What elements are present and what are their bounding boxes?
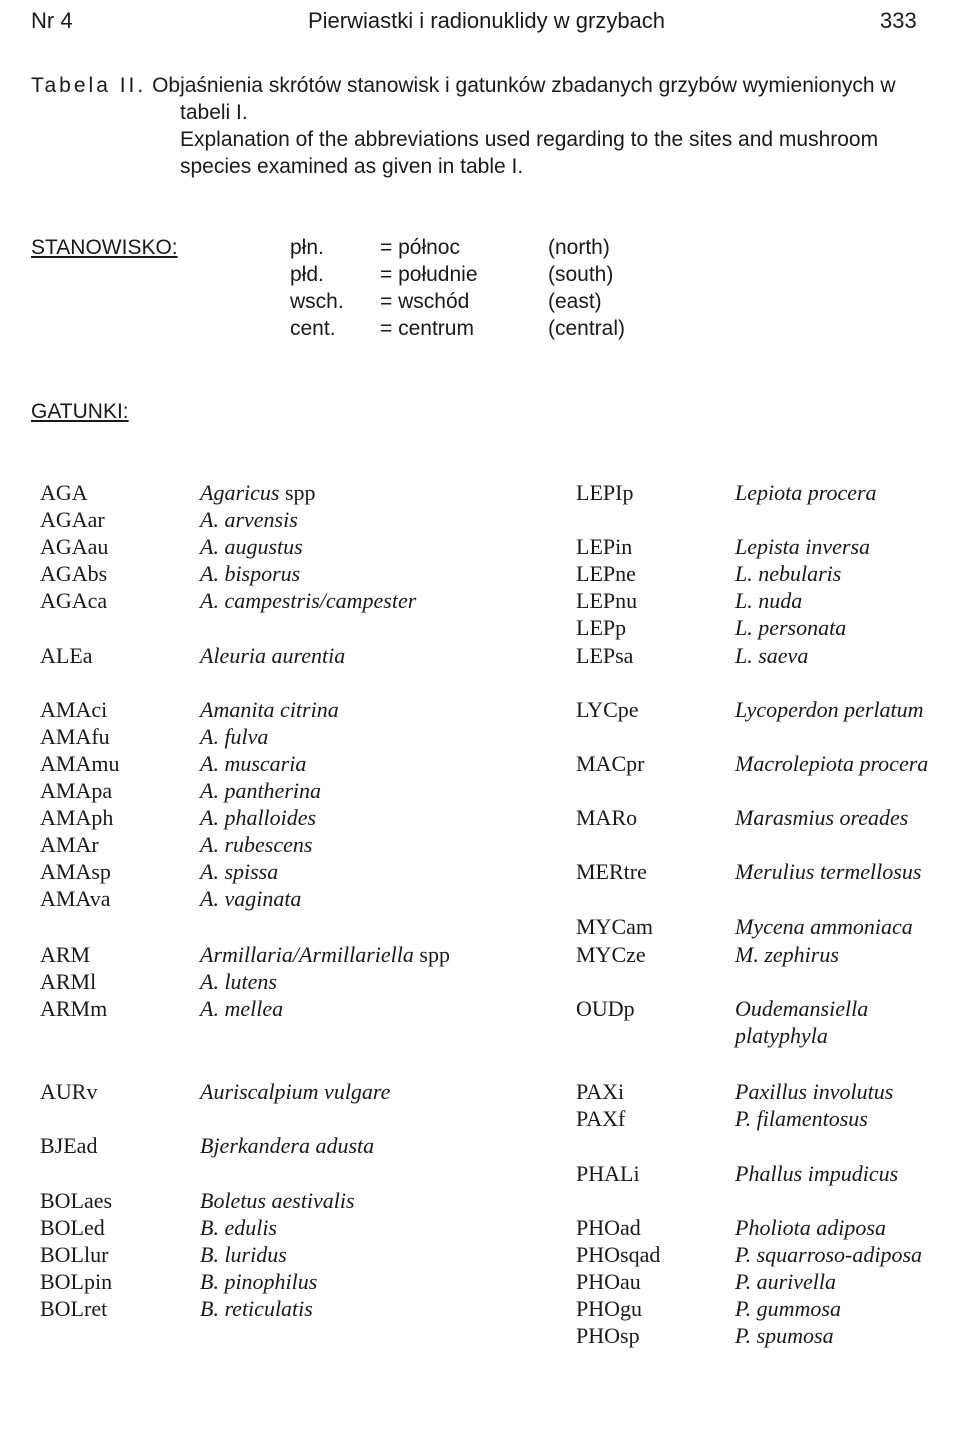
species-title: GATUNKI: [31,400,129,423]
species-name: P. aurivella [735,1269,837,1294]
table-label: Tabela II. [31,74,147,97]
species-code: AMAph [40,805,114,830]
species-name: A. mellea [200,996,284,1021]
species-name: A. bisporus [200,561,301,586]
species-name: P. filamentosus [735,1106,868,1131]
species-name: B. edulis [200,1215,277,1240]
species-name: A. spissa [200,859,279,884]
species-name: A. campestris/campester [200,588,417,613]
species-code: ARMl [40,969,97,994]
site-english: (east) [548,290,602,313]
site-code: płn. [290,236,324,259]
species-name: Oudemansiella [735,996,869,1021]
species-name: A. rubescens [200,832,313,857]
species-code: LEPp [576,615,627,640]
species-name: Marasmius oreades [735,805,909,830]
species-code: AMAr [40,832,99,857]
species-code: BOLlur [40,1242,109,1267]
species-code: AGA [40,480,88,505]
caption-polish-line-1: Objaśnienia skrótów stanowisk i gatunków zbadanych grzybów wymienionych w [152,74,896,97]
species-code: BOLpin [40,1269,113,1294]
caption-english-line-2: species examined as given in table I. [180,155,524,178]
species-name-suffix: spp [279,480,316,505]
species-code: AMAva [40,886,111,911]
species-code: LEPIp [576,480,634,505]
running-title: Pierwiastki i radionuklidy w grzybach [308,8,666,33]
site-code: wsch. [290,290,344,313]
species-name: A. lutens [200,969,277,994]
species-name: L. saeva [735,643,809,668]
species-code: LEPin [576,534,633,559]
species-code: PHOsp [576,1323,640,1348]
species-name: Phallus impudicus [735,1161,899,1186]
species-name: L. personata [735,615,847,640]
site-code: płd. [290,263,324,286]
species-name: B. luridus [200,1242,287,1267]
species-name: Amanita citrina [200,697,339,722]
species-code: MERtre [576,859,647,884]
species-name: Lycoperdon perlatum [735,697,924,722]
species-name: Pholiota adiposa [735,1215,886,1240]
species-code: PHOsqad [576,1242,661,1267]
species-code: AMAci [40,697,108,722]
species-code: AURv [40,1079,98,1104]
species-name: P. gummosa [735,1296,841,1321]
species-name: A. vaginata [200,886,302,911]
species-name: A. augustus [200,534,303,559]
site-polish: = północ [380,236,460,259]
species-code: BJEad [40,1133,98,1158]
species-code: BOLaes [40,1188,113,1213]
site-english: (south) [548,263,614,286]
species-name: L. nuda [735,588,803,613]
species-code: PHOad [576,1215,641,1240]
page-number: 333 [880,8,917,33]
species-name: A. pantherina [200,778,321,803]
species-code: AMAsp [40,859,111,884]
species-code: OUDp [576,996,635,1021]
species-name: Lepista inversa [735,534,871,559]
site-english: (north) [548,236,610,259]
species-code: AGAbs [40,561,108,586]
species-name: Aleuria aurentia [200,643,346,668]
species-code: PAXi [576,1079,625,1104]
species-code: AGAau [40,534,109,559]
species-code: BOLret [40,1296,108,1321]
site-english: (central) [548,317,626,340]
species-name: Auriscalpium vulgare [200,1079,391,1104]
species-code: AMApa [40,778,113,803]
species-name: B. reticulatis [200,1296,313,1321]
sites-title: STANOWISKO: [31,236,178,259]
species-name: A. fulva [200,724,269,749]
species-name: M. zephirus [735,942,839,967]
species-code: AMAmu [40,751,120,776]
species-name: P. squarroso-adiposa [735,1242,923,1267]
issue-number: Nr 4 [31,8,73,33]
species-code: LEPsa [576,643,634,668]
site-code: cent. [290,317,336,340]
species-code: AGAar [40,507,105,532]
species-code: ARMm [40,996,108,1021]
species-code: MYCze [576,942,646,967]
site-polish: = centrum [380,317,474,340]
species-code: LEPne [576,561,636,586]
species-name: Armillaria/Armillariella spp [200,942,450,967]
species-name: platyphyla [735,1023,828,1048]
species-code: PHALi [576,1161,640,1186]
species-name: B. pinophilus [200,1269,318,1294]
species-code: ARM [40,942,91,967]
species-code: PAXf [576,1106,626,1131]
species-code: AGAca [40,588,108,613]
species-code: MACpr [576,751,645,776]
species-name: A. phalloides [200,805,317,830]
species-name: Paxillus involutus [735,1079,894,1104]
caption-polish-line-2: tabeli I. [180,101,248,124]
species-code: ALEa [40,643,93,668]
species-name: Mycena ammoniaca [735,914,913,939]
species-name-suffix: spp [413,942,450,967]
site-polish: = południe [380,263,478,286]
species-name: Bjerkandera adusta [200,1133,375,1158]
species-name: Lepiota procera [735,480,877,505]
species-code: AMAfu [40,724,110,749]
species-name: Merulius termellosus [735,859,922,884]
species-code: PHOgu [576,1296,643,1321]
species-code: BOLed [40,1215,105,1240]
species-name: Boletus aestivalis [200,1188,355,1213]
species-code: MYCam [576,914,653,939]
species-name: A. muscaria [200,751,307,776]
table-caption [31,72,941,180]
species-code: LYCpe [576,697,639,722]
species-code: PHOau [576,1269,641,1294]
species-code: MARo [576,805,638,830]
species-name: P. spumosa [735,1323,834,1348]
species-name: Agaricus spp [200,480,316,505]
site-polish: = wschód [380,290,470,313]
species-name: A. arvensis [200,507,298,532]
species-name: L. nebularis [735,561,842,586]
species-name: Macrolepiota procera [735,751,929,776]
species-code: LEPnu [576,588,638,613]
caption-english-line-1: Explanation of the abbreviations used regarding to the sites and mushroom [180,128,879,151]
